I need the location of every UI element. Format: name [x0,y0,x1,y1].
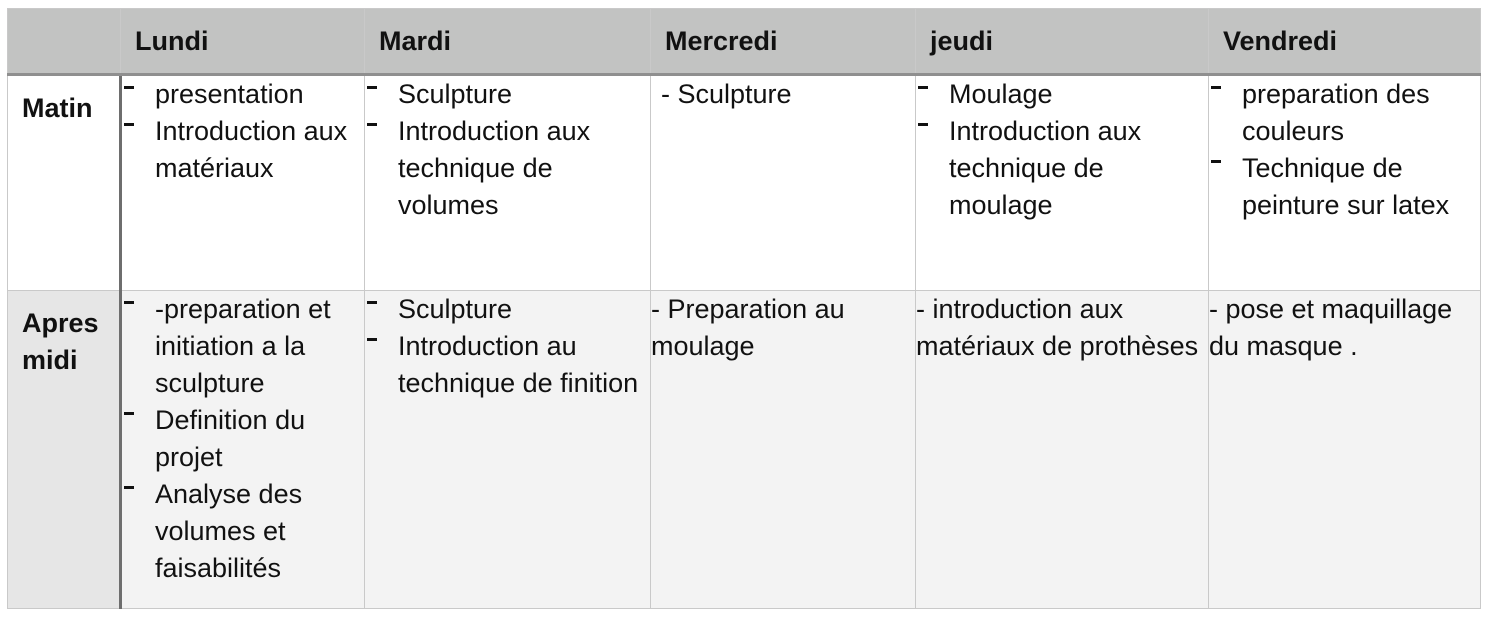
list-item [365,76,650,113]
activity-text: preparation des couleurs [1242,79,1430,146]
activity-text: Technique de peinture sur latex [1242,153,1450,220]
dash-bullet-icon [124,486,134,489]
activity-text: Introduction au technique de finition [398,331,639,398]
activity-text: Definition du projet [155,405,306,472]
cell-matin-mercredi [651,75,916,291]
dash-bullet-icon [124,86,134,89]
dash-bullet-icon [918,86,928,89]
activity-text: Analyse des volumes et faisabilités [155,479,303,583]
list-item [916,76,1208,113]
dash-bullet-icon [124,123,134,126]
list-item [365,113,650,224]
activity-text: - pose et maquillage du masque . [1209,294,1453,361]
dash-bullet-icon [124,301,134,304]
activity-text: Introduction aux technique de moulage [949,116,1142,220]
row-matin [8,75,1481,291]
weekly-schedule-table [7,8,1481,609]
cell-apres-midi-mercredi [651,291,916,609]
dash-bullet-icon [367,123,377,126]
header-row [8,9,1481,75]
cell-apres-midi-lundi [121,291,365,609]
dash-bullet-icon [367,301,377,304]
list-item [122,291,364,402]
dash-bullet-icon [1211,160,1221,163]
list-item [122,76,364,113]
activity-text: Introduction aux matériaux [155,116,348,183]
row-label-apres-midi [8,291,121,609]
dash-bullet-icon [1211,86,1221,89]
list-item [1209,76,1480,150]
dash-bullet-icon [918,123,928,126]
activity-text: Sculpture [398,79,513,109]
header-mardi: Mardi [365,9,651,75]
row-apres-midi [8,291,1481,609]
activity-text: - Preparation au moulage [651,294,845,361]
list-item [916,113,1208,224]
activity-text: Moulage [949,79,1053,109]
row-label-text: Apres [22,308,99,338]
list-item [122,113,364,187]
dash-bullet-icon [367,338,377,341]
header-mercredi: Mercredi [651,9,916,75]
header-lundi: Lundi [121,9,365,75]
list-item [122,402,364,476]
activity-list [1209,76,1480,224]
cell-matin-mardi [365,75,651,291]
activity-text: - introduction aux matériaux de prothèses [916,294,1199,361]
cell-apres-midi-mardi [365,291,651,609]
list-item [365,291,650,328]
activity-list [122,291,364,587]
activity-text: Sculpture [398,294,513,324]
dash-bullet-icon [124,412,134,415]
header-vendredi: Vendredi [1209,9,1481,75]
activity-list [365,291,650,402]
row-label-text: Matin [22,93,93,123]
dash-bullet-icon [367,86,377,89]
activity-list [122,76,364,187]
activity-text: - Sculpture [661,79,792,109]
cell-matin-vendredi [1209,75,1481,291]
corner-cell [8,9,121,75]
activity-list [916,76,1208,224]
activity-text: presentation [155,79,304,109]
list-item [1209,150,1480,224]
activity-list [365,76,650,224]
cell-apres-midi-vendredi [1209,291,1481,609]
row-label-matin [8,75,121,291]
row-label-text: midi [22,345,78,375]
cell-apres-midi-jeudi [916,291,1209,609]
list-item [122,476,364,587]
list-item [365,328,650,402]
activity-text: Introduction aux technique de volumes [398,116,591,220]
cell-matin-jeudi [916,75,1209,291]
cell-matin-lundi [121,75,365,291]
header-jeudi: jeudi [916,9,1209,75]
activity-text: -preparation et initiation a la sculpture [155,294,331,398]
